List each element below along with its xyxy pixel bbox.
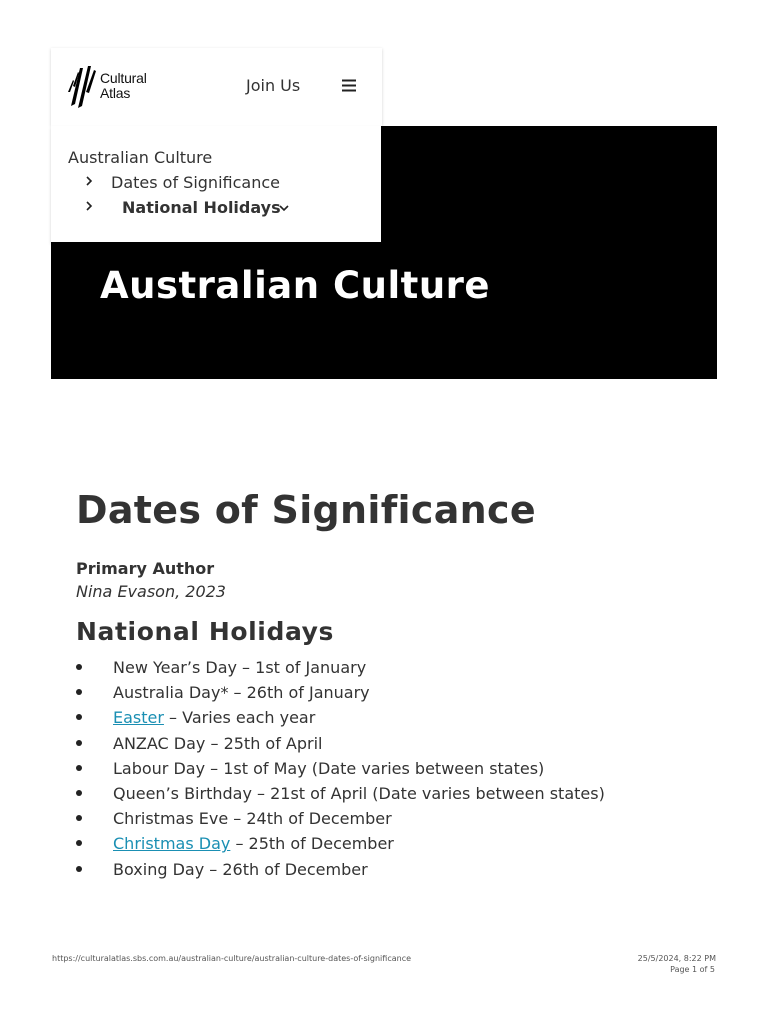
holiday-text: – 25th of December: [230, 834, 394, 854]
bullet-icon: [76, 740, 82, 746]
easter-link[interactable]: Easter: [113, 708, 164, 728]
menu-button[interactable]: [339, 76, 359, 96]
bullet-icon: [76, 765, 82, 771]
bullet-icon: [76, 866, 82, 872]
national-holidays-heading: National Holidays: [76, 617, 335, 646]
holiday-text: Queen’s Birthday – 21st of April (Date varies between states): [113, 783, 605, 803]
holiday-text: Christmas Eve – 24th of December: [113, 809, 392, 829]
holiday-text: Australia Day* – 26th of January: [113, 683, 370, 703]
breadcrumb-dates-of-significance[interactable]: Dates of Significance: [111, 173, 280, 192]
author-name: Nina Evason, 2023: [76, 582, 226, 601]
bullet-icon: [76, 689, 82, 695]
chevron-right-icon: [83, 200, 95, 212]
christmas-day-link[interactable]: Christmas Day: [113, 834, 231, 854]
holiday-list: [76, 655, 605, 882]
list-item: [76, 680, 605, 705]
breadcrumb: [51, 126, 381, 242]
logo-line-2: Atlas: [100, 85, 131, 101]
holiday-text: Labour Day – 1st of May (Date varies between states): [113, 758, 545, 778]
list-item: [76, 857, 605, 882]
chevron-down-icon[interactable]: [278, 202, 290, 214]
logo-line-1: Cultural: [100, 70, 147, 86]
cultural-atlas-logo-icon: [67, 62, 101, 112]
bullet-icon: [76, 815, 82, 821]
list-item: [76, 806, 605, 831]
list-item: [76, 756, 605, 781]
holiday-text: New Year’s Day – 1st of January: [113, 658, 367, 677]
holiday-text: Boxing Day – 26th of December: [113, 859, 368, 879]
join-us-link[interactable]: Join Us: [246, 76, 301, 95]
footer-date: 25/5/2024, 8:22 PM: [637, 954, 716, 963]
hero-title: Australian Culture: [100, 264, 491, 307]
holiday-text: – Varies each year: [163, 708, 316, 728]
author-label: Primary Author: [76, 559, 215, 578]
bullet-icon: [76, 664, 82, 670]
hamburger-icon: [339, 76, 359, 96]
bullet-icon: [76, 714, 82, 720]
breadcrumb-australian-culture[interactable]: Australian Culture: [68, 148, 213, 167]
bullet-icon: [76, 840, 82, 846]
cultural-atlas-logo[interactable]: [67, 62, 177, 112]
holiday-text: ANZAC Day – 25th of April: [113, 733, 323, 753]
list-item: [76, 705, 605, 730]
list-item: [76, 831, 605, 856]
page-title: Dates of Significance: [76, 488, 536, 532]
chevron-right-icon: [83, 175, 95, 187]
list-item: [76, 655, 605, 680]
logo-wordmark: [100, 71, 147, 101]
bullet-icon: [76, 790, 82, 796]
footer-url: https://culturalatlas.sbs.com.au/australian-culture/australian-culture-dates-of-significance: [52, 954, 412, 963]
footer-page-number: Page 1 of 5: [670, 965, 715, 974]
list-item: [76, 781, 605, 806]
list-item: [76, 731, 605, 756]
breadcrumb-national-holidays[interactable]: National Holidays: [122, 198, 281, 217]
